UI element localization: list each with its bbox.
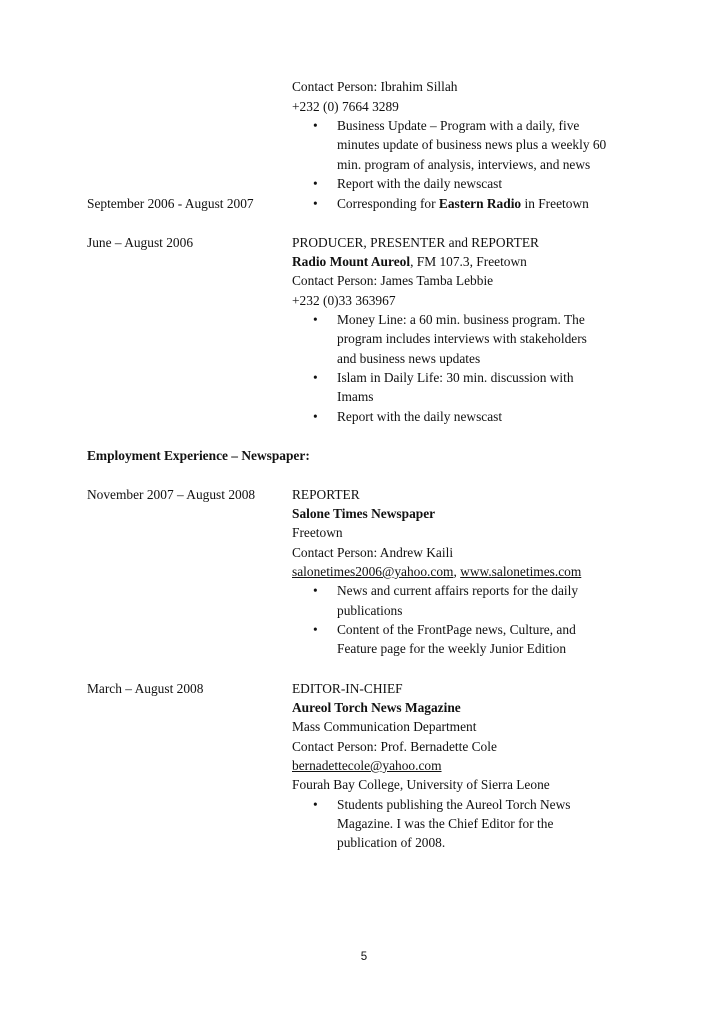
contact-person: Contact Person: Andrew Kaili [292, 545, 454, 560]
bullet-text: Report with the daily newscast [337, 176, 503, 191]
bullet-text: Report with the daily newscast [337, 409, 503, 424]
org-name: Eastern Radio [438, 196, 522, 211]
bullet-text: Content of the FrontPage news, Culture, and [337, 622, 576, 637]
bullet-text: Business Update – Program with a daily, five [337, 118, 580, 133]
bullet-text: min. program of analysis, interviews, and news [337, 157, 591, 172]
bullet-icon: • [313, 176, 318, 191]
org-name: Radio Mount Aureol [292, 254, 411, 269]
bullet-text: Corresponding for Eastern Radio in Freetown [337, 196, 589, 211]
contact-links: salonetimes2006@yahoo.com, www.salonetimes.com [292, 564, 582, 579]
bullet-icon: • [313, 312, 318, 327]
bullet-text: publications [337, 603, 403, 618]
bullet-icon: • [313, 797, 318, 812]
contact-person: Contact Person: James Tamba Lebbie [292, 273, 494, 288]
bullet-icon: • [313, 583, 318, 598]
bullet-icon: • [313, 622, 318, 637]
bullet-text: and business news updates [337, 351, 481, 366]
job-date: June – August 2006 [87, 235, 194, 250]
email-link[interactable]: salonetimes2006@yahoo.com [292, 564, 454, 579]
bullet-icon: • [313, 196, 318, 211]
phone-number: +232 (0)33 363967 [292, 293, 396, 308]
section-heading: Employment Experience – Newspaper: [87, 448, 310, 463]
bullet-text: Magazine. I was the Chief Editor for the [337, 816, 554, 831]
bullet-text: Feature page for the weekly Junior Edition [337, 641, 567, 656]
bullet-text: publication of 2008. [337, 835, 446, 850]
bullet-text: Islam in Daily Life: 30 min. discussion with [337, 370, 574, 385]
job-date: September 2006 - August 2007 [87, 196, 254, 211]
bullet-icon: • [313, 118, 318, 133]
bullet-text: Money Line: a 60 min. business program. The [337, 312, 585, 327]
org-department: Mass Communication Department [292, 719, 477, 734]
contact-person: Contact Person: Ibrahim Sillah [292, 79, 458, 94]
bullet-text: News and current affairs reports for the daily [337, 583, 579, 598]
org-name: Aureol Torch News Magazine [292, 700, 461, 715]
phone-number: +232 (0) 7664 3289 [292, 99, 399, 114]
bullet-text: minutes update of business news plus a weekly 60 [337, 137, 607, 152]
org-city: Freetown [292, 525, 343, 540]
org-name: Salone Times Newspaper [292, 506, 436, 521]
job-date: March – August 2008 [87, 681, 204, 696]
job-date: November 2007 – August 2008 [87, 487, 256, 502]
org-line: Radio Mount Aureol, FM 107.3, Freetown [292, 254, 527, 269]
job-role: PRODUCER, PRESENTER and REPORTER [292, 235, 539, 250]
bullet-icon: • [313, 370, 318, 385]
bullet-icon: • [313, 409, 318, 424]
website-link[interactable]: www.salonetimes.com [460, 564, 582, 579]
bullet-text: program includes interviews with stakeholders [337, 331, 587, 346]
page-number: 5 [360, 951, 368, 963]
bullet-text: Imams [337, 389, 374, 404]
contact-person: Contact Person: Prof. Bernadette Cole [292, 739, 497, 754]
org-college: Fourah Bay College, University of Sierra Leone [292, 777, 550, 792]
job-role: REPORTER [292, 487, 360, 502]
bullet-text: Students publishing the Aureol Torch News [337, 797, 571, 812]
email-link[interactable]: bernadettecole@yahoo.com [292, 758, 442, 773]
job-role: EDITOR-IN-CHIEF [292, 681, 403, 696]
